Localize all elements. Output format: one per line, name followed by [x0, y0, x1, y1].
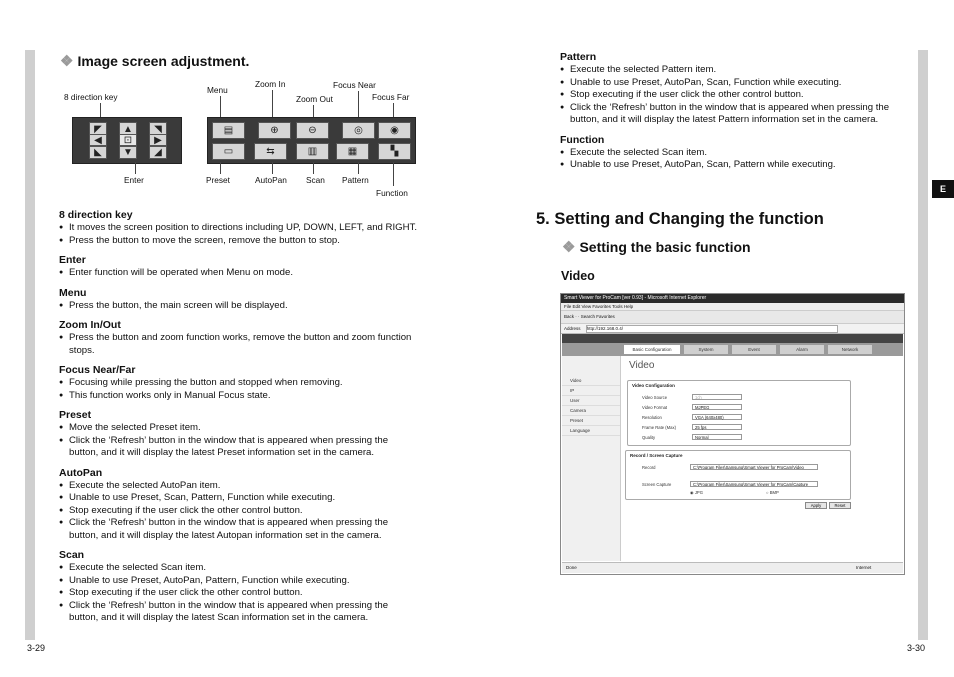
section-heading: ❖ Image screen adjustment.	[60, 53, 250, 70]
record-title: Record / Screen Capture	[630, 453, 683, 458]
video-config-box: Video Configuration Video Source 1ch Video Format MJPEG Resolution VGA (640x480) Frame Rate (Max) 25 fps Quality Normal	[627, 380, 851, 446]
function-pad	[207, 117, 416, 164]
config-tabs	[562, 343, 903, 356]
video-label: Video	[561, 269, 595, 283]
bullet-item: ● Press the button to move the screen, remove the button to stop.	[59, 235, 419, 248]
nav-video[interactable]: Video	[562, 376, 620, 386]
focus-near-key[interactable]: ◎	[342, 122, 375, 139]
bullet-item: ● Unable to use Preset, AutoPan, Scan, Pattern while executing.	[560, 159, 915, 172]
section-title: 8 direction key	[59, 209, 133, 221]
control-panel-diagram	[60, 75, 420, 200]
chapter-heading: 5. Setting and Changing the function	[536, 210, 824, 228]
bullet-item: ● Enter function will be operated when Menu on mode.	[59, 267, 419, 280]
zoom-in-key[interactable]: ⊕	[258, 122, 291, 139]
bullet-item: ● This function works only in Manual Focus state.	[59, 390, 419, 403]
down-right-key[interactable]: ◢	[149, 146, 167, 159]
record-box: Record / Screen Capture Record C:\Program Files\Samsung\Smart Viewer for ProCam\Video Screen Capture C:\Program Files\Samsung\Smart Viewer for ProCam\Capture ◉ JPG ○ BMP	[625, 450, 851, 500]
nav-user[interactable]: User	[562, 396, 620, 406]
quality-select[interactable]: Normal	[692, 434, 742, 440]
zoom-out-key[interactable]: ⊖	[296, 122, 329, 139]
browser-toolbar[interactable]: Back · · Search Favorites	[561, 311, 904, 324]
address-label: Address	[564, 326, 581, 331]
bullet-item: ● Move the selected Preset item.	[59, 422, 419, 435]
label-function: Function	[376, 188, 408, 198]
record-path-field[interactable]: C:\Program Files\Samsung\Smart Viewer for ProCam\Video	[690, 464, 818, 470]
section-title: Pattern	[560, 51, 597, 63]
address-bar[interactable]	[561, 324, 904, 334]
up-key[interactable]: ▲	[119, 122, 137, 136]
bullet-item: ● Click the ‘Refresh’ button in the window that is appeared when pressing the button, and it will display the latest Preset information set in the camera.	[59, 435, 419, 460]
bullet-item: ● Unable to use Preset, AutoPan, Scan, Function while executing.	[560, 77, 915, 90]
tab-alarm[interactable]: Alarm	[780, 345, 824, 354]
label-focus-near: Focus Near	[333, 80, 376, 90]
bullet-item: ● Click the ‘Refresh’ button in the window that is appeared when pressing the button, and it will display the latest Pattern information set in the camera.	[560, 102, 915, 127]
left-sections	[59, 202, 419, 625]
video-config-title: Video Configuration	[632, 383, 675, 388]
video-source-field[interactable]: 1ch	[692, 394, 742, 400]
bullet-item: ● Press the button, the main screen will be displayed.	[59, 300, 419, 313]
bullet-item: ● Click the ‘Refresh’ button in the window that is appeared when pressing the button, and it will display the latest Autopan information set in the camera.	[59, 517, 419, 542]
label-scan: Scan	[306, 175, 325, 185]
pattern-key[interactable]: ▦	[336, 143, 369, 160]
nav-camera[interactable]: Camera	[562, 406, 620, 416]
side-tab: E	[932, 180, 954, 198]
bullet-item: ● Unable to use Preset, Scan, Pattern, Function while executing.	[59, 492, 419, 505]
down-left-key[interactable]: ◣	[89, 146, 107, 159]
bullet-item: ● Execute the selected Scan item.	[560, 147, 915, 160]
direction-pad	[72, 117, 182, 164]
section-title: Scan	[59, 549, 85, 561]
capture-format-jpg[interactable]: ◉ JPG	[690, 490, 703, 495]
status-left: Done	[566, 565, 577, 570]
section-title: Enter	[59, 254, 86, 266]
frame-rate-select[interactable]: 25 fps	[692, 424, 742, 430]
bullet-item: ● Press the button and zoom function works, remove the button and zoom function stops.	[59, 332, 419, 357]
left-nav	[562, 356, 621, 561]
tab-system[interactable]: System	[684, 345, 728, 354]
window-title: Smart Viewer for ProCam [ver 0.93] - Microsoft Internet Explorer	[561, 294, 904, 303]
diamond-icon: ❖	[60, 53, 74, 70]
address-input[interactable]: http://192.168.0.4/	[586, 325, 838, 333]
label-zoom-out: Zoom Out	[296, 94, 333, 104]
nav-language[interactable]: Language	[562, 426, 620, 436]
capture-format-bmp[interactable]: ○ BMP	[766, 490, 779, 495]
label-direction-key: 8 direction key	[64, 92, 118, 102]
page-number-right: 3-30	[907, 643, 926, 653]
sub-heading: ❖ Setting the basic function	[562, 239, 751, 256]
label-focus-far: Focus Far	[372, 92, 410, 102]
capture-path-field[interactable]: C:\Program Files\Samsung\Smart Viewer for ProCam\Capture	[690, 481, 818, 487]
page-number-left: 3-29	[27, 643, 46, 653]
browser-screenshot	[560, 293, 905, 575]
function-key[interactable]: ▚	[378, 143, 411, 160]
label-pattern: Pattern	[342, 175, 369, 185]
video-format-select[interactable]: MJPEG	[692, 404, 742, 410]
resolution-select[interactable]: VGA (640x480)	[692, 414, 742, 420]
diamond-icon: ❖	[562, 239, 576, 256]
label-menu: Menu	[207, 85, 228, 95]
label-enter: Enter	[124, 175, 144, 185]
section-title: Focus Near/Far	[59, 364, 136, 376]
down-key[interactable]: ▼	[119, 146, 137, 159]
reset-button[interactable]: Reset	[829, 502, 851, 509]
right-sections	[560, 44, 915, 172]
bullet-item: ● Unable to use Preset, AutoPan, Pattern, Function while executing.	[59, 575, 419, 588]
bullet-item: ● Click the ‘Refresh’ button in the window that is appeared when pressing the button, and it will display the latest Scan information set in the camera.	[59, 600, 419, 625]
status-right: Internet	[856, 565, 872, 570]
app-header	[562, 334, 903, 343]
autopan-key[interactable]: ⇆	[254, 143, 287, 160]
section-title: Menu	[59, 286, 87, 299]
bullet-item: ● Execute the selected Pattern item.	[560, 64, 915, 77]
bullet-item: ● Stop executing if the user click the other control button.	[560, 89, 915, 102]
scan-key[interactable]: ▥	[296, 143, 329, 160]
nav-ip[interactable]: IP	[562, 386, 620, 396]
preset-key[interactable]: ▭	[212, 143, 245, 160]
up-left-key[interactable]: ◤	[89, 122, 107, 136]
menu-key[interactable]: ▤	[212, 122, 245, 139]
focus-far-key[interactable]: ◉	[378, 122, 411, 139]
bullet-item: ● Focusing while pressing the button and stopped when removing.	[59, 377, 419, 390]
page-title: Video	[629, 360, 655, 371]
nav-preset[interactable]: Preset	[562, 416, 620, 426]
menu-bar[interactable]: File Edit View Favorites Tools Help	[561, 303, 904, 311]
left-margin-bar	[25, 50, 35, 640]
label-preset: Preset	[206, 175, 230, 185]
section-title: AutoPan	[59, 466, 103, 479]
status-bar	[562, 562, 903, 573]
bullet-item: ● Execute the selected Scan item.	[59, 562, 419, 575]
label-zoom-in: Zoom In	[255, 79, 286, 89]
tab-basic-configuration[interactable]: Basic Configuration	[624, 345, 680, 354]
bullet-item: ● Execute the selected AutoPan item.	[59, 480, 419, 493]
bullet-item: ● Stop executing if the user click the other control button.	[59, 587, 419, 600]
section-title: Function	[560, 133, 605, 146]
apply-button[interactable]: Apply	[805, 502, 827, 509]
bullet-item: ● It moves the screen position to directions including UP, DOWN, LEFT, and RIGHT.	[59, 222, 419, 235]
right-margin-bar	[918, 50, 928, 640]
tab-event[interactable]: Event	[732, 345, 776, 354]
label-autopan: AutoPan	[255, 175, 287, 185]
tab-network[interactable]: Network	[828, 345, 872, 354]
bullet-item: ● Stop executing if the user click the other control button.	[59, 505, 419, 518]
section-title: Preset	[59, 409, 92, 421]
section-title: Zoom In/Out	[59, 319, 121, 331]
enter-key[interactable]: ⊡	[119, 134, 137, 146]
right-key[interactable]: ▶	[149, 134, 167, 146]
left-key[interactable]: ◀	[89, 134, 107, 146]
up-right-key[interactable]: ◥	[149, 122, 167, 136]
